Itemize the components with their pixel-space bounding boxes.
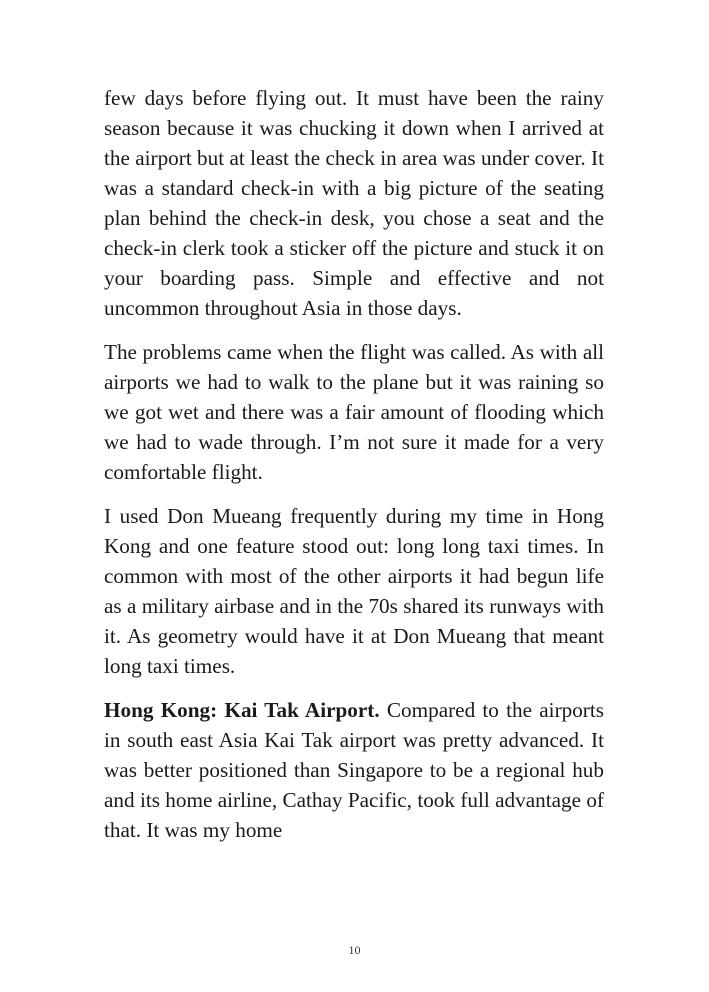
- page-number: 10: [348, 943, 361, 957]
- section-heading-kai-tak: Hong Kong: Kai Tak Airport.: [104, 698, 380, 722]
- paragraph-text: Compared to the airports in south east Asia Kai Tak airport was pretty advanced. It was better positioned than Singapore to be a regional hub and its home airline, Cathay Pacific, took full advantage of that. It was my home: [104, 698, 604, 842]
- paragraph-check-in: [104, 83, 604, 323]
- page-body: [104, 83, 604, 859]
- paragraph-flight-called: [104, 337, 604, 487]
- paragraph-text: The problems came when the flight was called. As with all airports we had to walk to the plane but it was raining so we got wet and there was a fair amount of flooding which we had to wade through. I’m not sure it made for a very comfortable flight.: [104, 340, 604, 484]
- paragraph-text: I used Don Mueang frequently during my time in Hong Kong and one feature stood out: long long taxi times. In common with most of the other airports it had begun life as a military airbase and in the 70s shared its runways with it. As geometry would have it at Don Mueang that meant long taxi times.: [104, 504, 604, 678]
- paragraph-don-mueang: [104, 501, 604, 681]
- paragraph-kai-tak: [104, 695, 604, 845]
- paragraph-text: few days before flying out. It must have been the rainy season because it was chucking it down when I arrived at the airport but at least the check in area was under cover. It was a standard check-in with a big picture of the seating plan behind the check-in desk, you chose a seat and the check-in clerk took a sticker off the picture and stuck it on your boarding pass. Simple and effective and not uncommon throughout Asia in those days.: [104, 86, 604, 320]
